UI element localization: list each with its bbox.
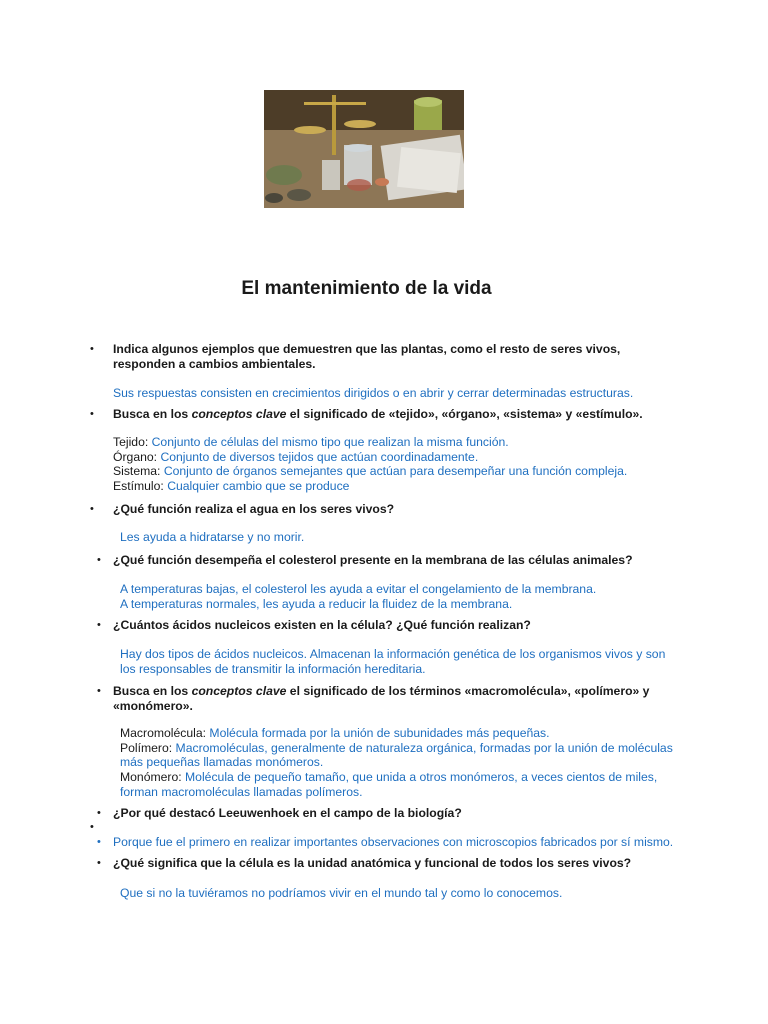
definition-estimulo: [113, 479, 693, 494]
question-2: [113, 407, 673, 422]
question-6-pre: Busca en los: [113, 684, 192, 698]
definition-organo: [113, 450, 693, 465]
definition-desc: Conjunto de diversos tejidos que actúan coordinadamente.: [160, 449, 479, 464]
question-6-emphasis: conceptos clave: [191, 684, 287, 698]
question-2-pre: Busca en los: [113, 407, 192, 421]
definition-desc: Conjunto de células del mismo tipo que realizan la misma función.: [151, 435, 509, 449]
definition-term: Macromolécula:: [120, 726, 207, 740]
definition-term: Tejido:: [113, 435, 149, 449]
definition-sistema: [113, 464, 693, 479]
definition-term: Polímero:: [120, 740, 173, 755]
answer-4-line-2: A temperaturas normales, les ayuda a reducir la fluidez de la membrana.: [120, 597, 513, 611]
bullet: •: [97, 807, 101, 819]
question-4: ¿Qué función desempeña el colesterol presente en la membrana de las células animales?: [113, 553, 633, 567]
definition-term: Monómero:: [120, 770, 182, 785]
question-2-post: el significado de «tejido», «órgano», «sistema» y «estímulo».: [286, 407, 643, 421]
definition-term: Sistema:: [113, 464, 161, 479]
definition-polimero: [120, 741, 690, 770]
question-8: ¿Qué significa que la célula es la unidad anatómica y funcional de todos los seres vivos?: [113, 856, 632, 870]
definition-desc: Molécula de pequeño tamaño, que unida a otros monómeros, a veces cientos de miles, forman macromoléculas llamadas polímeros.: [120, 770, 658, 799]
definition-desc: Cualquier cambio que se produce: [167, 479, 350, 494]
definition-desc: Conjunto de órganos semejantes que actúan para desempeñar una función compleja.: [163, 464, 628, 479]
definition-list-2: [120, 726, 690, 800]
question-3: ¿Qué función realiza el agua en los seres vivos?: [113, 502, 395, 516]
answer-5: Hay dos tipos de ácidos nucleicos. Almacenan la información genética de los organismos vivos y son los responsables de transmitir la información hereditaria.: [120, 647, 666, 676]
definition-tejido: [113, 435, 693, 450]
bullet: •: [97, 836, 101, 848]
bullet: •: [97, 619, 101, 631]
lab-photo: [264, 90, 464, 208]
question-1: Indica algunos ejemplos que demuestren que las plantas, como el resto de seres vivos, responden a cambios ambientales.: [113, 342, 621, 371]
bullet: •: [90, 343, 94, 355]
bullet: •: [90, 821, 94, 833]
question-6: [113, 684, 658, 714]
definition-macromolecula: [120, 726, 690, 741]
bullet: •: [90, 503, 94, 515]
definition-term: Órgano:: [113, 449, 158, 464]
answer-4-line-1: A temperaturas bajas, el colesterol les ayuda a evitar el congelamiento de la membrana.: [120, 582, 597, 596]
bullet: •: [97, 554, 101, 566]
bullet: •: [97, 857, 101, 869]
answer-4: [120, 582, 700, 612]
definition-desc: Macromoléculas, generalmente de naturaleza orgánica, formadas por la unión de moléculas más pequeñas llamadas monómeros.: [120, 740, 673, 770]
bullet: •: [90, 408, 94, 420]
bullet: •: [97, 685, 101, 697]
definition-list-1: [113, 435, 693, 494]
answer-7: Porque fue el primero en realizar importantes observaciones con microscopios fabricados por sí mismo.: [113, 835, 674, 849]
definition-monomero: [120, 770, 690, 799]
page-title: El mantenimiento de la vida: [241, 278, 492, 299]
question-7: ¿Por qué destacó Leeuwenhoek en el campo de la biología?: [113, 806, 462, 820]
question-6-post: el significado de los términos «macromolécula», «polímero» y «monómero».: [113, 684, 650, 713]
question-2-emphasis: conceptos clave: [191, 407, 287, 421]
answer-3: Les ayuda a hidratarse y no morir.: [120, 530, 305, 544]
answer-1: Sus respuestas consisten en crecimientos dirigidos o en abrir y cerrar determinadas estructuras.: [113, 386, 634, 400]
answer-8: Que si no la tuviéramos no podríamos vivir en el mundo tal y como lo conocemos.: [120, 886, 563, 900]
definition-term: Estímulo:: [113, 479, 164, 494]
definition-desc: Molécula formada por la unión de subunidades más pequeñas.: [209, 726, 550, 740]
question-5: ¿Cuántos ácidos nucleicos existen en la célula? ¿Qué función realizan?: [113, 618, 531, 632]
lab-scene-illustration: [264, 90, 464, 208]
